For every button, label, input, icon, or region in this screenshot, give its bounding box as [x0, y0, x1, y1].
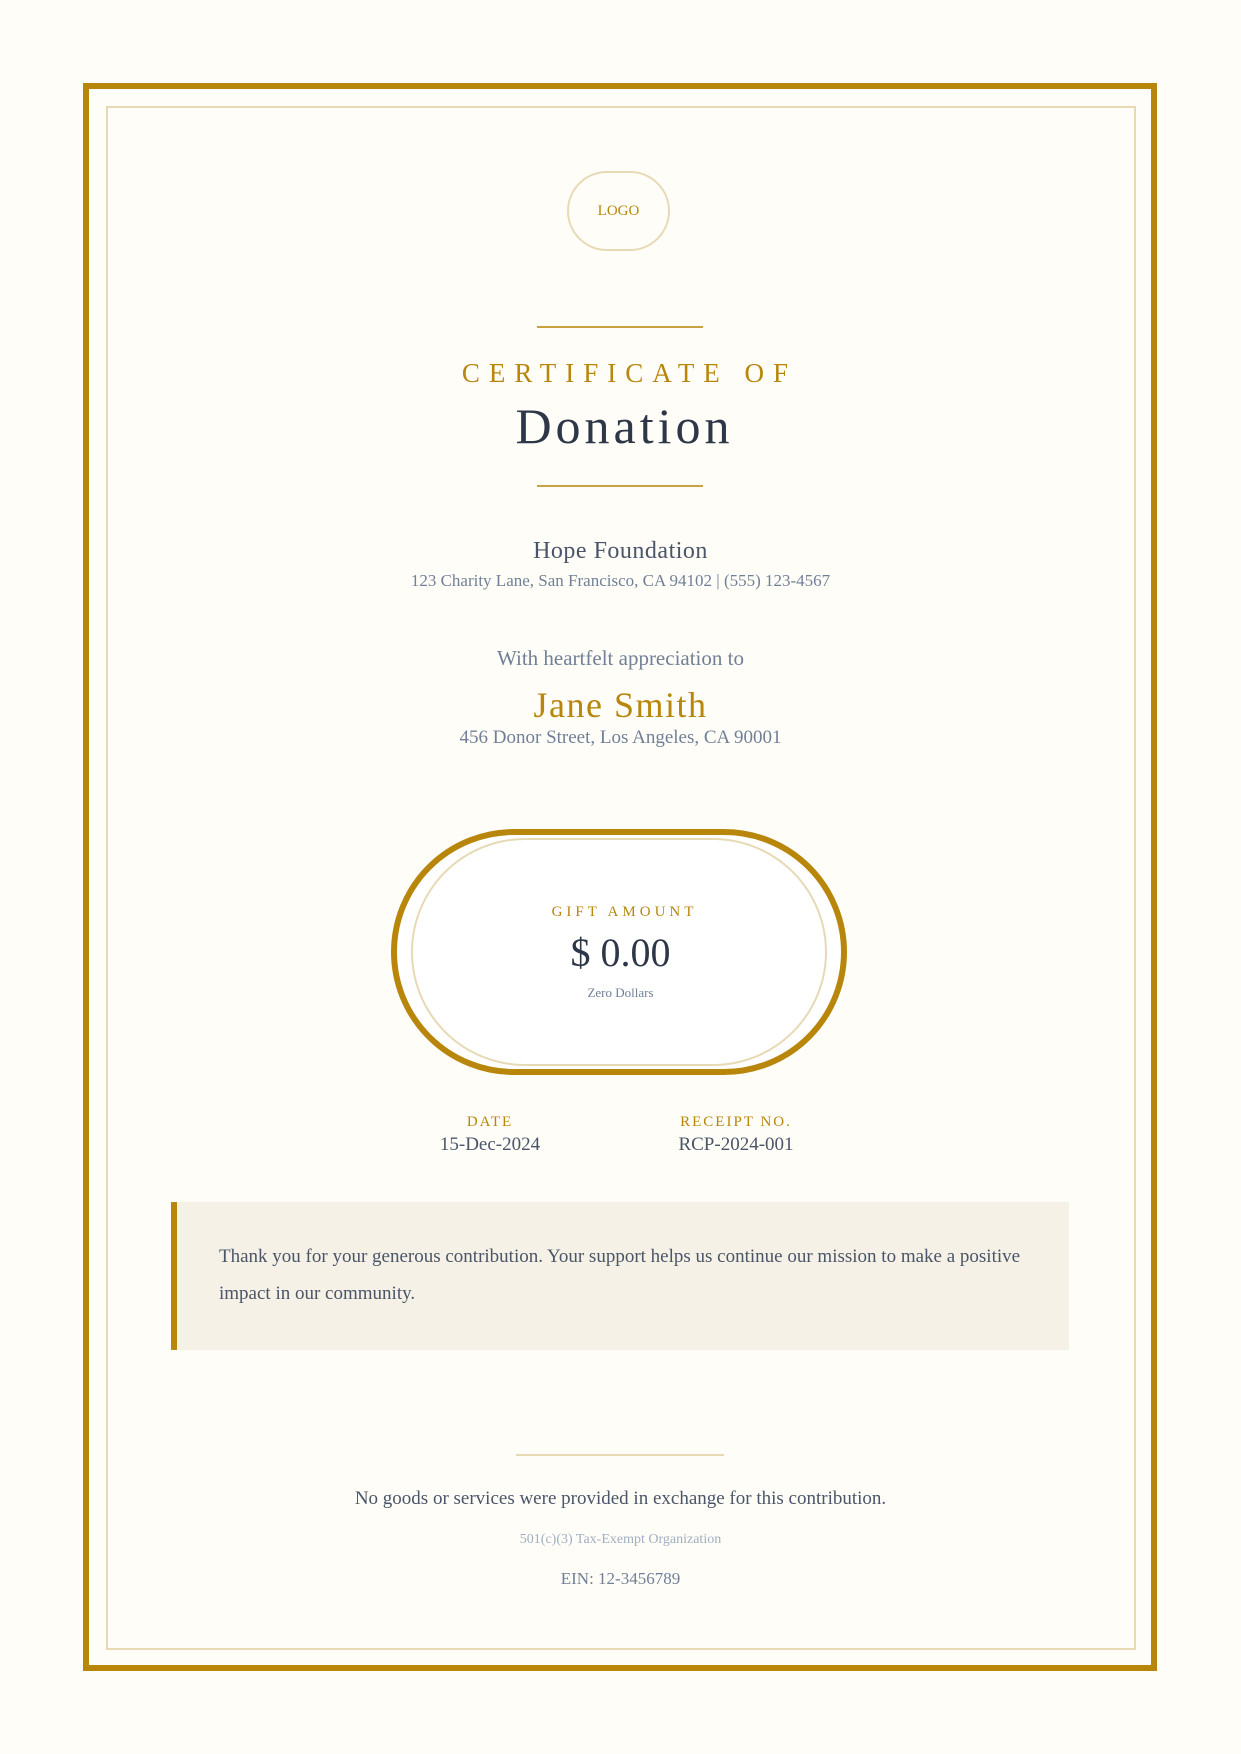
title-bottom-divider — [537, 485, 703, 487]
receipt-number-label: RECEIPT NO. — [680, 1114, 792, 1130]
date-label: DATE — [466, 1114, 514, 1130]
footer-divider — [516, 1454, 724, 1456]
certificate-prefix: CERTIFICATE OF — [461, 358, 798, 388]
certificate-title: Donation — [515, 398, 734, 454]
appreciation-text: With heartfelt appreciation to — [497, 646, 744, 670]
thank-you-text: Thank you for your generous contribution. Your support helps us continue our mission to make a positive impact in our community. — [219, 1246, 1021, 1304]
date-value: 15-Dec-2024 — [439, 1134, 541, 1155]
date-field — [370, 1114, 610, 1156]
receipt-number-value: RCP-2024-001 — [678, 1134, 794, 1155]
donor-name: Jane Smith — [533, 685, 708, 725]
tax-exempt-status: 501(c)(3) Tax-Exempt Organization — [519, 1532, 722, 1547]
organization-address: 123 Charity Lane, San Francisco, CA 94102 | (555) 123-4567 — [410, 571, 831, 590]
thank-you-message — [171, 1202, 1069, 1350]
gift-amount-value: $ 0.00 — [570, 930, 671, 975]
receipt-number-field — [616, 1114, 856, 1156]
top-divider — [537, 326, 703, 328]
logo-label: LOGO — [597, 202, 640, 219]
donor-address: 456 Donor Street, Los Angeles, CA 90001 — [459, 727, 782, 748]
logo-placeholder — [567, 171, 670, 251]
gift-amount-words: Zero Dollars — [587, 985, 654, 1000]
gift-amount-label: GIFT AMOUNT — [551, 904, 698, 920]
ein-number: EIN: 12-3456789 — [560, 1569, 681, 1588]
no-goods-disclaimer: No goods or services were provided in exchange for this contribution. — [354, 1488, 887, 1509]
organization-name: Hope Foundation — [533, 538, 708, 564]
